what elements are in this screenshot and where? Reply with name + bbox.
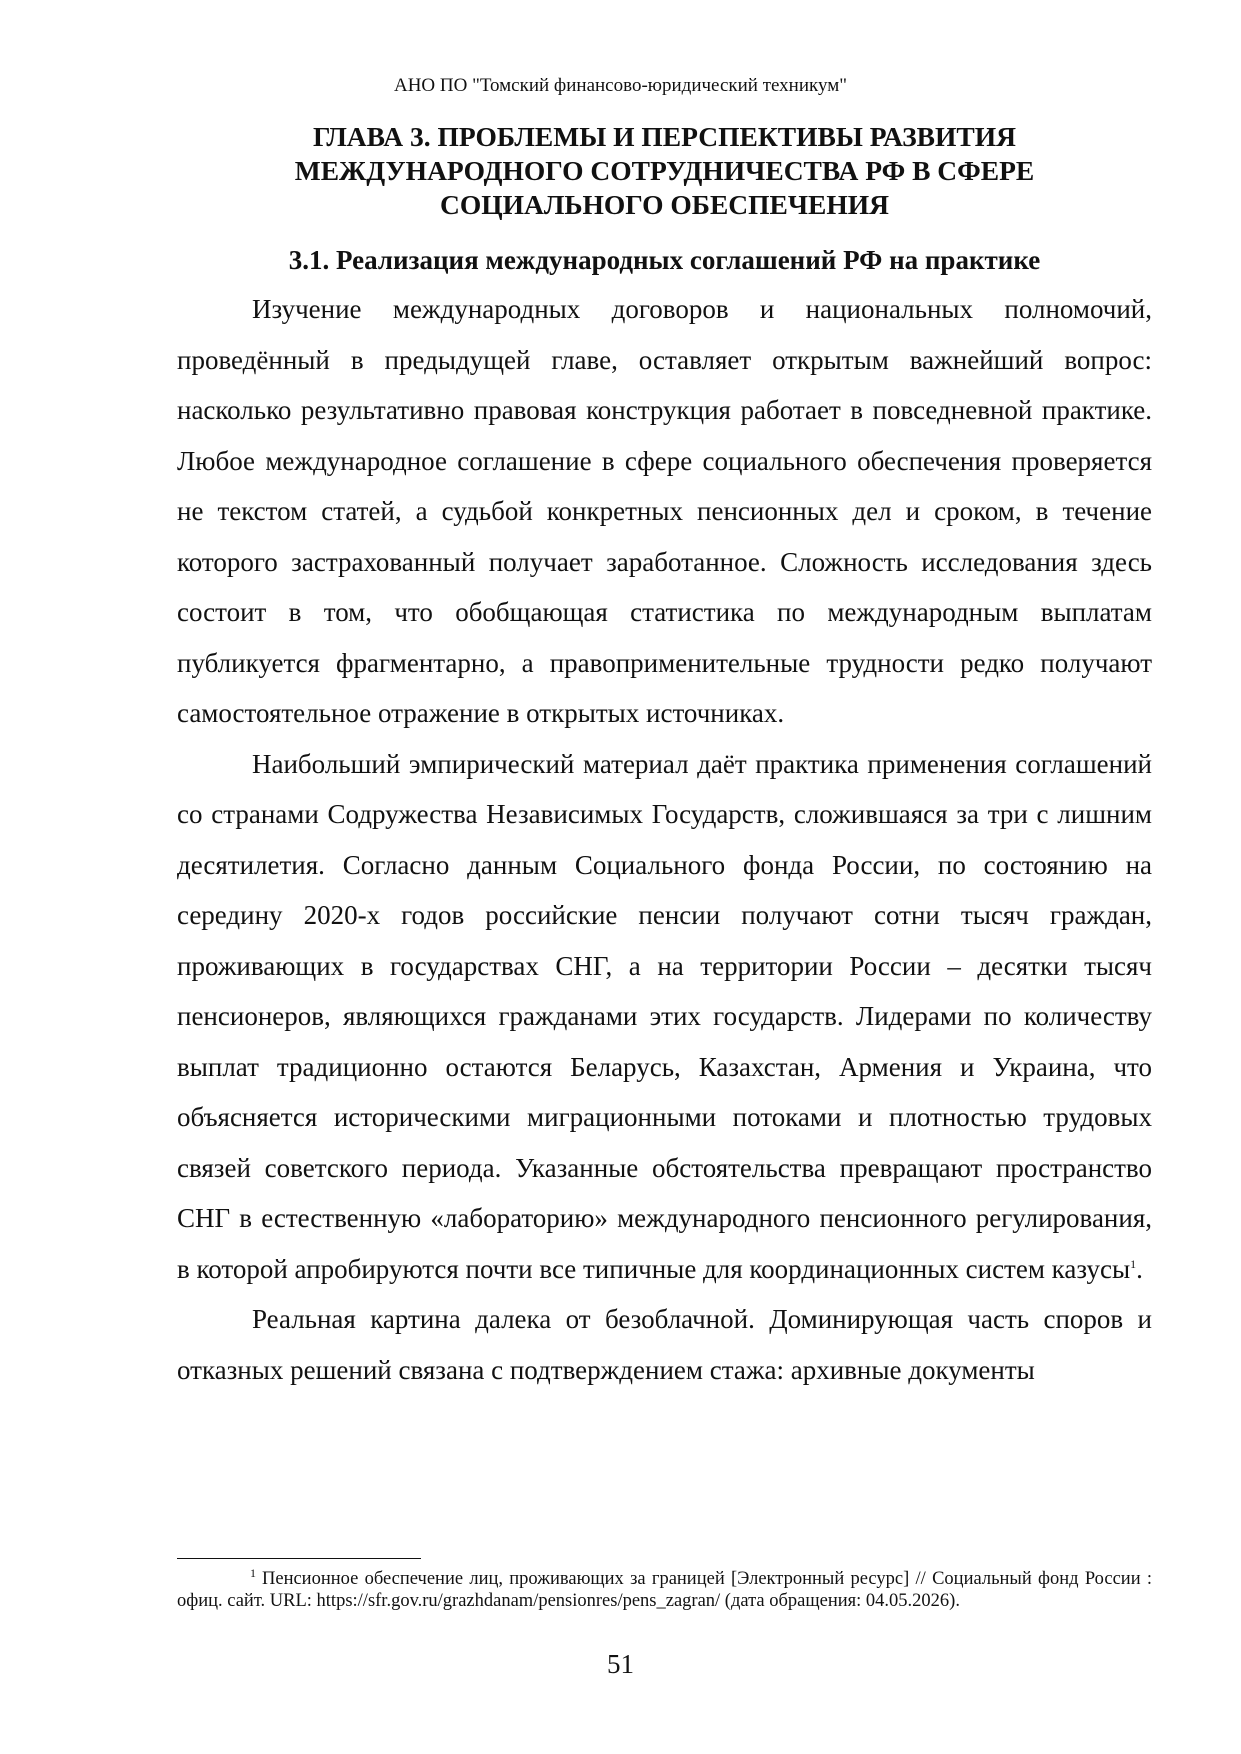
footnote-reference[interactable]: 1 xyxy=(1130,1256,1137,1271)
paragraph-2-end: . xyxy=(1136,1253,1143,1284)
footnote xyxy=(177,1565,1152,1612)
footnote-separator xyxy=(177,1558,421,1559)
chapter-title-line-3: СОЦИАЛЬНОГО ОБЕСПЕЧЕНИЯ xyxy=(439,189,890,220)
footnote-text: Пенсионное обеспечение лиц, проживающих за границей [Электронный ресурс] // Социальный фонд России : офиц. сайт. URL: https://sfr.gov.ru/grazhdanam/pensionres/pens_zagran/ (дата обращения: 04.05.2026). xyxy=(177,1569,1152,1611)
section-title: 3.1. Реализация международных соглашений РФ на практике xyxy=(288,245,1041,275)
page-number: 51 xyxy=(607,1649,634,1679)
chapter-title xyxy=(177,120,1152,222)
footnote-number: 1 xyxy=(250,1565,256,1580)
paragraph-2-text: Наибольший эмпирический материал даёт практика применения соглашений со странами Содружества Независимых Государств, сложившаяся за три с лишним десятилетия. Согласно данным Социального фонда России, по состоянию на середину 2020-х годов российские пенсии получают сотни тысяч граждан, проживающих в государствах СНГ, а на территории России – десятки тысяч пенсионеров, являющихся гражданами этих государств. Лидерами по количеству выплат традиционно остаются Беларусь, Казахстан, Армения и Украина, что объясняется историческими миграционными потоками и плотностью трудовых связей советского периода. Указанные обстоятельства превращают пространство СНГ в естественную «лабораторию» международного пенсионного регулирования, в которой апробируются почти все типичные для координационных систем казусы xyxy=(177,748,1152,1284)
paragraph-2 xyxy=(177,739,1152,1295)
running-header: АНО ПО "Томский финансово-юридический техникум" xyxy=(393,75,848,96)
paragraph-3: Реальная картина далека от безоблачной. Доминирующая часть споров и отказных решений связана с подтверждением стажа: архивные документы xyxy=(177,1304,1152,1385)
chapter-title-line-1: ГЛАВА 3. ПРОБЛЕМЫ И ПЕРСПЕКТИВЫ РАЗВИТИЯ xyxy=(312,121,1017,152)
chapter-title-line-2: МЕЖДУНАРОДНОГО СОТРУДНИЧЕСТВА РФ В СФЕРЕ xyxy=(294,155,1035,186)
paragraph-1: Изучение международных договоров и национальных полномочий, проведённый в предыдущей главе, оставляет открытым важнейший вопрос: насколько результативно правовая конструкция работает в повседневной практике. Любое международное соглашение в сфере социального обеспечения проверяется не текстом статей, а судьбой конкретных пенсионных дел и сроком, в течение которого застрахованный получает заработанное. Сложность исследования здесь состоит в том, что обобщающая статистика по международным выплатам публикуется фрагментарно, а правоприменительные трудности редко получают самостоятельное отражение в открытых источниках. xyxy=(177,294,1152,728)
body-text xyxy=(177,284,1152,1395)
